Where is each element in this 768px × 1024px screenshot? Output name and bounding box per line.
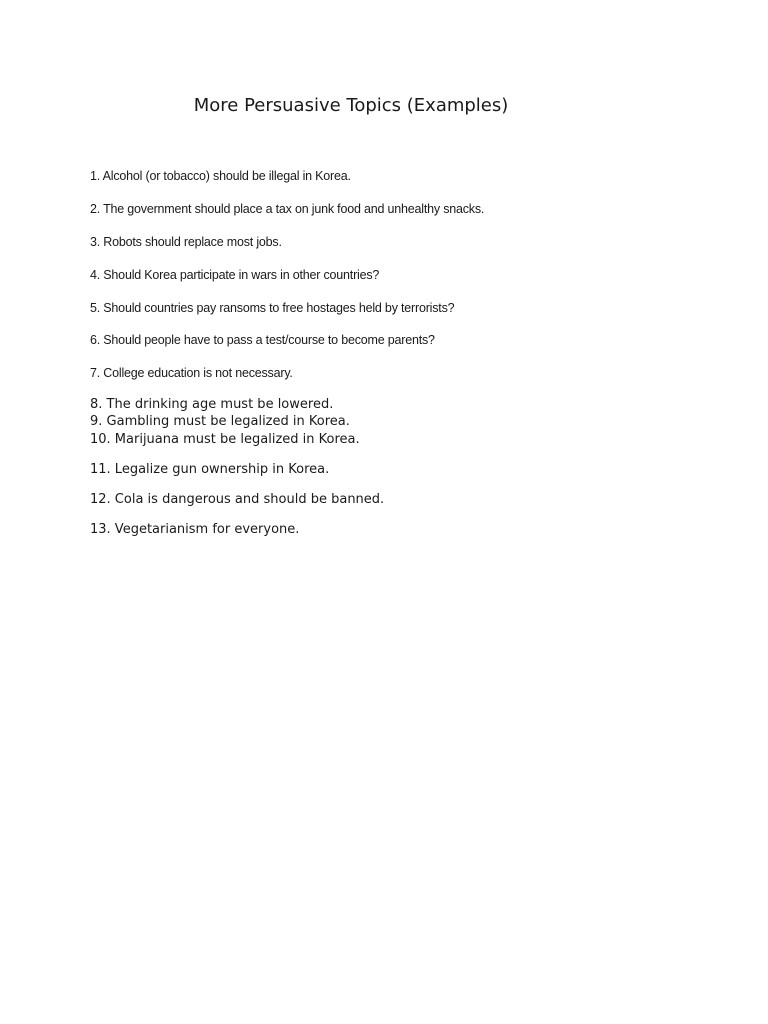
- list-item: 9. Gambling must be legalized in Korea.: [90, 414, 350, 429]
- list-item: 11. Legalize gun ownership in Korea.: [90, 462, 330, 477]
- list-item: 10. Marijuana must be legalized in Korea.: [90, 432, 360, 447]
- list-item: 5. Should countries pay ransoms to free hostages held by terrorists?: [90, 301, 455, 315]
- list-item: 6. Should people have to pass a test/course to become parents?: [90, 333, 435, 347]
- list-item: 7. College education is not necessary.: [90, 366, 293, 380]
- list-item: 3. Robots should replace most jobs.: [90, 235, 282, 249]
- list-item: 13. Vegetarianism for everyone.: [90, 522, 300, 537]
- list-item: 8. The drinking age must be lowered.: [90, 397, 334, 412]
- list-item: 4. Should Korea participate in wars in other countries?: [90, 268, 380, 282]
- list-item: 2. The government should place a tax on junk food and unhealthy snacks.: [90, 202, 485, 216]
- page-title: More Persuasive Topics (Examples): [193, 95, 509, 116]
- list-item: 12. Cola is dangerous and should be banned.: [90, 492, 385, 507]
- list-item: 1. Alcohol (or tobacco) should be illegal in Korea.: [90, 169, 351, 183]
